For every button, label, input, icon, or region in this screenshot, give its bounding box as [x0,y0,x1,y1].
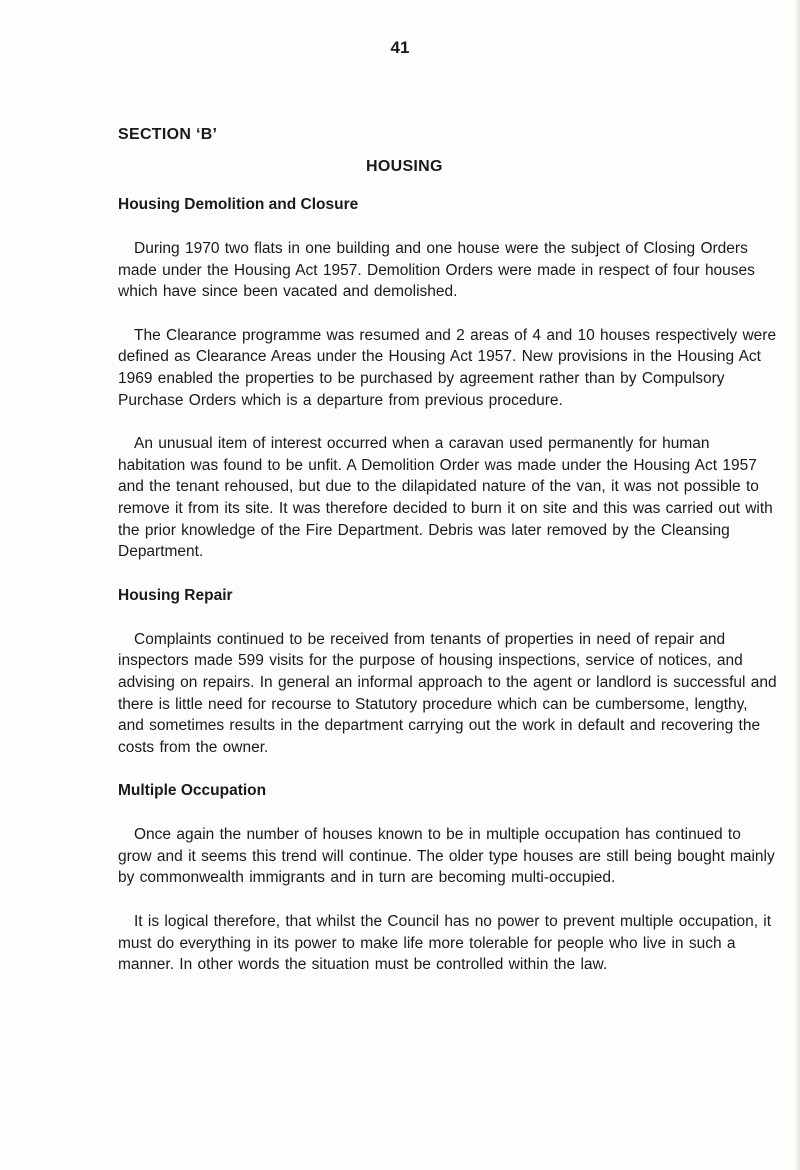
page-number: 41 [390,38,410,57]
paragraph-multiple-2: It is logical therefore, that whilst the Council has no power to prevent multiple occupation, it must do everything in its power to make life more tolerable for people who live in such a manner. In other words the situation must be controlled within the law. [118,913,772,974]
paragraph-multiple-1: Once again the number of houses known to be in multiple occupation has continued to grow and it seems this trend will continue. The older type houses are still being bought mainly by commonwealth immigrants and in turn are becoming multi-occupied. [118,826,775,887]
paragraph-demolition-2: The Clearance programme was resumed and 2 areas of 4 and 10 houses respectively were defined as Clearance Areas under the Housing Act 1957. New provisions in the Housing Act 1969 enabled the properties to be purchased by agreement rather than by Compulsory Purchase Orders which is a departure from previous procedure. [118,326,777,409]
heading-repair: Housing Repair [118,586,233,604]
heading-multiple-occupation: Multiple Occupation [118,782,267,800]
paragraph-repair-1: Complaints continued to be received from tenants of properties in need of repair and inspectors made 599 visits for the purpose of housing inspections, service of notices, and advising on repairs. In general an informal approach to the agent or landlord is successful and there is little need for recourse to Statutory procedure which can be cumbersome, lengthy, and sometimes results in the department carrying out the work in default and recovering the costs from the owner. [118,630,777,756]
document-body [118,196,778,976]
heading-demolition: Housing Demolition and Closure [118,196,359,213]
page-title: HOUSING [366,158,443,175]
scan-edge-shadow [794,0,800,1170]
section-label: SECTION ‘B’ [118,126,218,143]
paragraph-demolition-3: An unusual item of interest occurred when a caravan used permanently for human habitation was found to be unfit. A Demolition Order was made under the Housing Act 1957 and the tenant rehoused, but due to the dilapidated nature of the van, it was not possible to remove it from its site. It was therefore decided to burn it on site and this was carried out with the prior knowledge of the Fire Department. Debris was later removed by the Cleansing Department. [118,435,773,561]
paragraph-demolition-1: During 1970 two flats in one building and one house were the subject of Closing Orders made under the Housing Act 1957. Demolition Orders were made in respect of four houses which have since been vacated and demolished. [118,240,755,301]
